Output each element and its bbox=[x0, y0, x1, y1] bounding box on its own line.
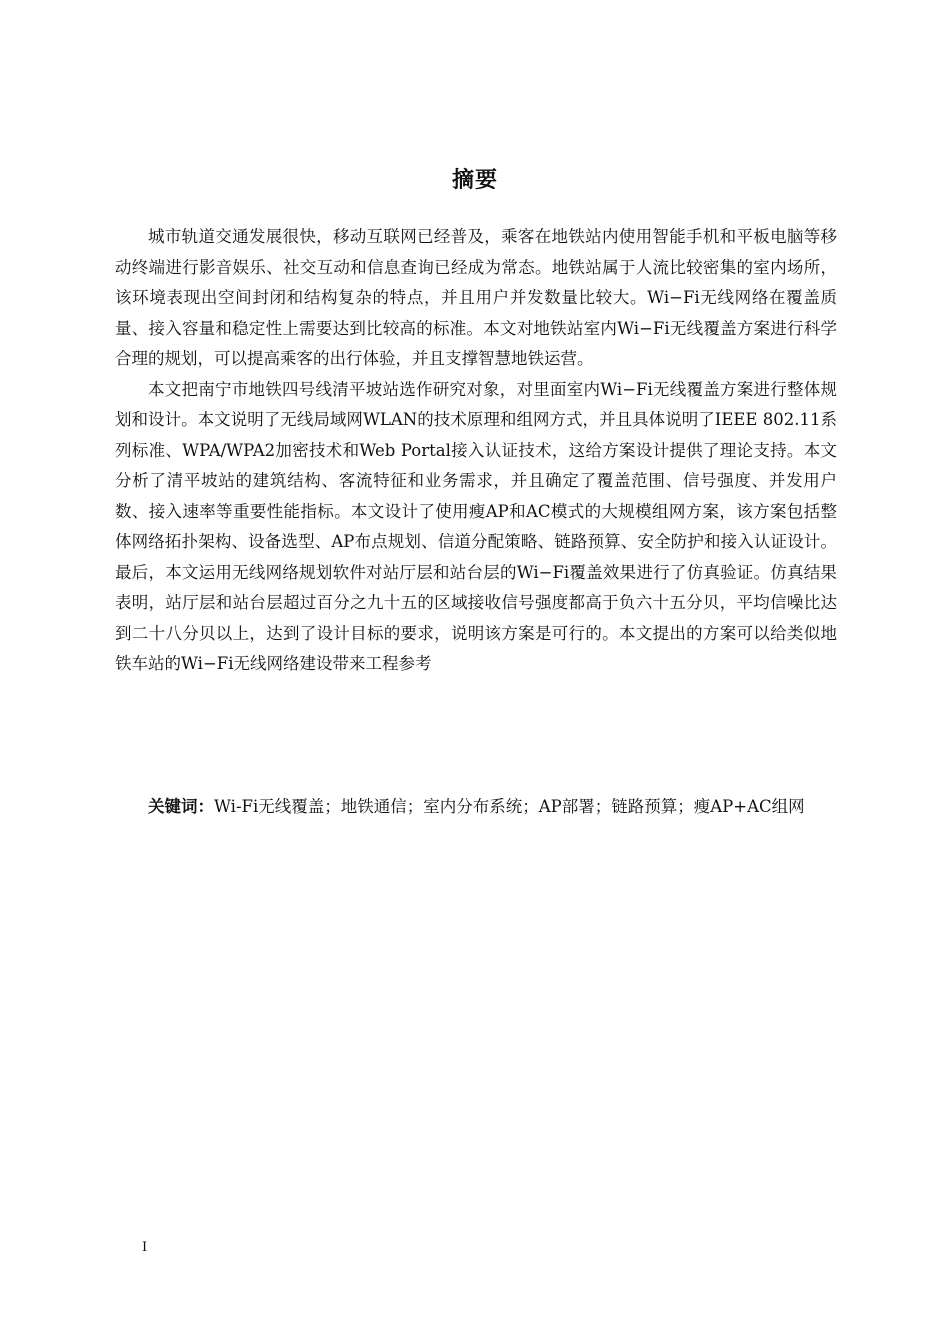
page-title: 摘要 bbox=[451, 168, 498, 193]
keywords-label: 关键词： bbox=[148, 797, 214, 816]
abstract-paragraph-1: 城市轨道交通发展很快，移动互联网已经普及，乘客在地铁站内使用智能手机和平板电脑等移动终端进行影音娱乐、社交互动和信息查询已经成为常态。地铁站属于人流比较密集的室内场所，该环境表现出空间封闭和结构复杂的特点，并且用户并发数量比较大。Wi−Fi无线网络在覆盖质量、接入容量和稳定性上需要达到比较高的标准。本文对地铁站室内Wi−Fi无线覆盖方案进行科学合理的规划，可以提高乘客的出行体验，并且支撑智慧地铁运营。 bbox=[115, 227, 837, 368]
keywords-line bbox=[115, 793, 837, 821]
keywords-text: Wi-Fi无线覆盖；地铁通信；室内分布系统；AP部署；链路预算；瘦AP+AC组网 bbox=[214, 797, 805, 816]
abstract-body bbox=[115, 222, 837, 680]
abstract-paragraph-2: 本文把南宁市地铁四号线清平坡站选作研究对象，对里面室内Wi−Fi无线覆盖方案进行整体规划和设计。本文说明了无线局域网WLAN的技术原理和组网方式，并且具体说明了IEEE 802.11系列标准、WPA/WPA2加密技术和Web Portal接入认证技术，这给方案设计提供了理论支持。本文分析了清平坡站的建筑结构、客流特征和业务需求，并且确定了覆盖范围、信号强度、并发用户数、接入速率等重要性能指标。本文设计了使用瘦AP和AC模式的大规模组网方案，该方案包括整体网络拓扑架构、设备选型、AP布点规划、信道分配策略、链路预算、安全防护和接入认证设计。最后，本文运用无线网络规划软件对站厅层和站台层的Wi−Fi覆盖效果进行了仿真验证。仿真结果表明，站厅层和站台层超过百分之九十五的区域接收信号强度都高于负六十五分贝，平均信噪比达到二十八分贝以上，达到了设计目标的要求，说明该方案是可行的。本文提出的方案可以给类似地铁车站的Wi−Fi无线网络建设带来工程参考 bbox=[115, 379, 837, 673]
page-number: I bbox=[142, 1240, 148, 1255]
